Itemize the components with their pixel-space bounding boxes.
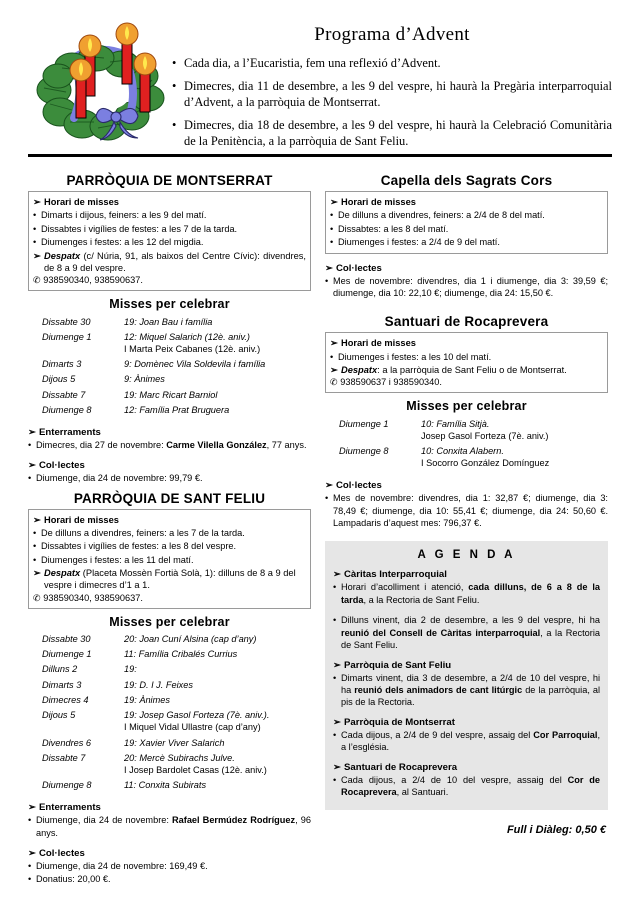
arrow-icon: ➢: [33, 514, 41, 525]
agenda-panel: [325, 541, 608, 809]
enterrament-item: • Diumenge, dia 24 de novembre: Rafael Bermúdez Rodríguez, 96 anys.: [28, 815, 311, 838]
table-row: Dissabte 30 20: Joan Cuní Alsina (cap d’any): [42, 634, 257, 645]
phone-icon: ✆: [330, 377, 338, 388]
bullet-icon: •: [333, 774, 337, 785]
bullet-icon: •: [33, 541, 37, 552]
table-row: Dimarts 3 19: D. I J. Feixes: [42, 679, 193, 690]
phone-line: [33, 275, 306, 287]
collecta-item: • Diumenge, dia 24 de novembre: 169,49 €.: [28, 860, 208, 871]
bullet-icon: •: [28, 860, 32, 871]
masses-table-santfeliu: [28, 632, 311, 794]
bullet-icon: •: [28, 439, 32, 450]
bullet-icon: •: [172, 78, 177, 93]
bullet-icon: •: [33, 223, 37, 234]
despatx-label: Despatx: [44, 250, 81, 261]
despatx-text: (Placeta Mossèn Fortià Solà, 1): dilluns de 8 a 9 del vespre i dimecres d’1 a 1.: [44, 568, 296, 591]
table-row: Dissabte 7 19: Marc Ricart Barniol: [42, 389, 218, 400]
enterraments-label: Enterraments: [39, 802, 101, 814]
arrow-icon: ➢: [28, 847, 37, 859]
despatx-label: Despatx: [44, 568, 81, 579]
masses-table-montserrat: [28, 314, 311, 418]
header-bullet-list: [172, 56, 612, 149]
arrow-icon: ➢: [333, 659, 342, 671]
phone-numbers: 938590340, 938590637.: [43, 592, 143, 603]
collectes-label: Col·lectes: [39, 460, 85, 472]
schedule-item: • Dissabtes: a les 8 del matí.: [330, 223, 449, 234]
agenda-title: A G E N D A: [417, 549, 516, 562]
enterraments-santfeliu: [28, 802, 311, 839]
table-row: Dilluns 2 19:: [42, 664, 137, 675]
schedule-item: • De dilluns a divendres, feiners: a les 7 de la tarda.: [33, 527, 245, 538]
agenda-group-santfeliu: [333, 660, 600, 709]
schedule-item: • Dimarts i dijous, feiners: a les 9 del matí.: [33, 210, 207, 221]
despatx-text: (c/ Núria, 91, als baixos del Centre Cívic): divendres, de 8 a 9 del vespre.: [44, 250, 306, 273]
collectes-label: Col·lectes: [39, 847, 85, 859]
phone-numbers: 938590637 i 938590340.: [340, 377, 442, 388]
bullet-icon: •: [33, 210, 37, 221]
schedule-item: • Diumenges i festes: a les 10 del matí.: [330, 351, 492, 362]
table-row: Diumenge 8 10: Conxita Alabern. I Socorro González Domínguez: [339, 446, 550, 469]
arrow-icon: ➢: [28, 426, 37, 438]
phone-numbers: 938590340, 938590637.: [43, 275, 143, 286]
montserrat-info-box: [28, 191, 311, 291]
bullet-icon: •: [330, 237, 334, 248]
agenda-item: • Dimarts vinent, dia 3 de desembre, a 2/4 de 10 del vespre, hi ha reunió dels animadors de cant litúrgic de la parròquia, al pis de la Rectoria.: [333, 672, 600, 708]
arrow-icon: ➢: [325, 262, 334, 274]
table-row: Dijous 5 9: Ànimes: [42, 374, 165, 385]
collectes-rocaprevera: [325, 480, 608, 529]
schedule-item: • De dilluns a divendres, feiners: a 2/4 de 8 del matí.: [330, 210, 545, 221]
agenda-item: • Cada dijous, a 2/4 de 10 del vespre, assaig del Cor de Rocaprevera, al Santuari.: [333, 774, 600, 798]
despatx-line: [330, 364, 603, 376]
header-text-block: [168, 18, 612, 156]
arrow-icon: ➢: [33, 568, 41, 579]
table-row: Divendres 6 19: Xavier Viver Salarich: [42, 737, 225, 748]
bullet-icon: •: [333, 582, 337, 593]
despatx-label: Despatx: [341, 365, 378, 376]
agenda-group-title: Parròquia de Montserrat: [344, 716, 455, 728]
schedule-item: • Dissabtes i vigílies de festes: a les 7 de la tarda.: [33, 223, 238, 234]
horari-heading: ➢ Horari de misses: [330, 338, 416, 349]
agenda-group-caritas: [333, 569, 600, 651]
collectes-capella: [325, 263, 608, 300]
arrow-icon: ➢: [28, 460, 37, 472]
arrow-icon: ➢: [33, 250, 41, 261]
header-bullet-item: • Dimecres, dia 11 de desembre, a les 9 del vespre, hi haurà la Pregària interparroquial d’Advent, a la parròquia de Montserrat.: [172, 78, 612, 109]
table-row: Diumenge 1 11: Família Cribalés Currius: [42, 649, 238, 660]
content-columns: [28, 167, 612, 887]
arrow-icon: ➢: [330, 338, 338, 349]
santfeliu-info-box: [28, 509, 311, 609]
agenda-group-montserrat: [333, 717, 600, 754]
collectes-label: Col·lectes: [336, 262, 382, 274]
arrow-icon: ➢: [333, 716, 342, 728]
enterraments-montserrat: [28, 427, 311, 451]
schedule-item: • Diumenges i festes: a les 11 del matí.: [33, 554, 194, 565]
horari-heading: ➢ Horari de misses: [33, 197, 119, 207]
masses-title-santfeliu: Misses per celebrar: [109, 614, 230, 629]
bullet-icon: •: [172, 56, 177, 70]
masses-table-rocaprevera: [325, 416, 608, 471]
schedule-item: • Diumenges i festes: a les 12 del migdia.: [33, 237, 204, 248]
header-bullet-item: • Dimecres, dia 18 de desembre, a les 9 del vespre, hi haurà la Celebració Comunitària de la Penitència, a la parròquia de Sant Feliu.: [172, 117, 612, 148]
masses-title-montserrat: Misses per celebrar: [109, 297, 230, 312]
agenda-item: • Horari d’acolliment i atenció, cada dilluns, de 6 a 8 de la tarda, a la Rectoria de Sant Feliu.: [333, 582, 600, 605]
agenda-group-rocaprevera: [333, 762, 600, 799]
horari-heading: ➢ Horari de misses: [330, 197, 416, 207]
despatx-text: : a la parròquia de Sant Feliu o de Montserrat.: [377, 365, 567, 376]
bullet-icon: •: [28, 815, 32, 826]
agenda-group-title: Santuari de Rocaprevera: [344, 761, 458, 773]
phone-icon: ✆: [33, 275, 41, 286]
section-title-rocaprevera: Santuari de Rocaprevera: [384, 314, 549, 330]
masthead: [28, 0, 612, 150]
footer-price: Full i Diàleg: 0,50 €: [506, 823, 606, 836]
table-row: Dijous 5 19: Josep Gasol Forteza (7è. aniv.). I Miquel Vidal Ullastre (cap d’any): [42, 710, 270, 733]
capella-info-box: [325, 191, 608, 254]
section-title-capella: Capella dels Sagrats Cors: [380, 173, 553, 188]
enterraments-label: Enterraments: [39, 426, 101, 438]
table-row: Dissabte 7 20: Mercè Subirachs Julve. I Josep Bardolet Casas (12è. aniv.): [42, 752, 267, 776]
collecta-item: • Mes de novembre: divendres, dia 1: 32,87 €; diumenge, dia 3: 78,49 €; diumenge, dia 10: 55,41 €; diumenge, dia 24: 50,60 €. Lampadaris d’aquest mes: 796,37 €.: [325, 493, 608, 529]
bullet-icon: •: [333, 729, 337, 740]
bullet-icon: •: [33, 554, 37, 565]
table-row: Dimarts 3 9: Domènec Vila Soldevila i família: [42, 359, 266, 370]
collectes-santfeliu: [28, 848, 311, 886]
arrow-icon: ➢: [333, 569, 342, 581]
bullet-icon: •: [330, 351, 334, 362]
section-title-santfeliu: PARRÒQUIA DE SANT FELIU: [73, 490, 266, 506]
bullet-icon: •: [28, 874, 32, 885]
table-row: Dissabte 30 19: Joan Bau i família: [42, 316, 213, 327]
enterrament-item: • Dimecres, dia 27 de novembre: Carme Vilella González, 77 anys.: [28, 439, 307, 450]
advent-wreath-icon: [28, 18, 168, 148]
table-row: Diumenge 1 10: Família Sitjà. Josep Gasol Forteza (7è. aniv.): [339, 418, 549, 442]
phone-icon: ✆: [33, 592, 41, 603]
table-row: Diumenge 8 11: Conxita Subirats: [42, 780, 207, 791]
table-row: Diumenge 8 12: Família Prat Bruguera: [42, 404, 230, 415]
collectes-montserrat: [28, 460, 311, 484]
arrow-icon: ➢: [28, 802, 37, 814]
bullet-icon: •: [333, 672, 337, 683]
phone-line: [33, 593, 306, 605]
arrow-icon: ➢: [33, 197, 41, 207]
arrow-icon: ➢: [333, 761, 342, 773]
arrow-icon: ➢: [330, 197, 338, 207]
header-bullet-item: • Cada dia, a l’Eucaristia, fem una reflexió d’Advent.: [172, 56, 441, 70]
bullet-icon: •: [28, 473, 32, 484]
bullet-icon: •: [333, 615, 337, 626]
bullet-icon: •: [325, 493, 329, 504]
collecta-item: • Diumenge, dia 24 de novembre: 99,79 €.: [28, 473, 203, 484]
arrow-icon: ➢: [325, 480, 334, 492]
rocaprevera-info-box: [325, 332, 608, 393]
bullet-icon: •: [172, 117, 177, 132]
schedule-item: • Dissabtes i vigílies de festes: a les 8 del vespre.: [33, 541, 237, 552]
agenda-item: • Dilluns vinent, dia 2 de desembre, a les 9 del vespre, hi ha reunió del Consell de Càritas interparroquial, a la Rectoria de Sant Feliu.: [333, 615, 600, 651]
collecta-item: • Donatius: 20,00 €.: [28, 874, 111, 885]
agenda-group-title: Càritas Interparroquial: [344, 569, 447, 581]
despatx-line: [33, 250, 306, 275]
despatx-line: [33, 567, 306, 592]
bullet-icon: •: [330, 210, 334, 221]
bullet-icon: •: [33, 237, 37, 248]
table-row: Dimecres 4 19: Ànimes: [42, 694, 170, 705]
left-column: [28, 167, 311, 887]
section-title-montserrat: PARRÒQUIA DE MONTSERRAT: [66, 173, 273, 188]
bullet-icon: •: [33, 527, 37, 538]
masses-title-rocaprevera: Misses per celebrar: [406, 399, 527, 414]
arrow-icon: ➢: [330, 365, 338, 376]
collecta-item: • Mes de novembre: divendres, dia 1 i diumenge, dia 3: 39,59 €; diumenge, dia 10: 22,10 €; diumenge, dia 24: 15,50 €.: [325, 275, 608, 298]
agenda-item: • Cada dijous, a 2/4 de 9 del vespre, assaig del Cor Parroquial, a l’església.: [333, 729, 600, 753]
bullet-icon: •: [330, 223, 334, 234]
phone-line: [330, 377, 603, 389]
collectes-label: Col·lectes: [336, 480, 382, 492]
schedule-item: • Diumenges i festes: a 2/4 de 9 del matí.: [330, 237, 500, 248]
page-title: Programa d’Advent: [314, 24, 470, 45]
agenda-group-title: Parròquia de Sant Feliu: [344, 659, 452, 671]
right-column: [325, 167, 608, 887]
table-row: Diumenge 1 12: Miquel Salarich (12è. aniv.) I Marta Peix Cabanes (12è. aniv.): [42, 331, 261, 354]
bullet-icon: •: [325, 275, 329, 286]
horari-heading: ➢ Horari de misses: [33, 514, 119, 525]
